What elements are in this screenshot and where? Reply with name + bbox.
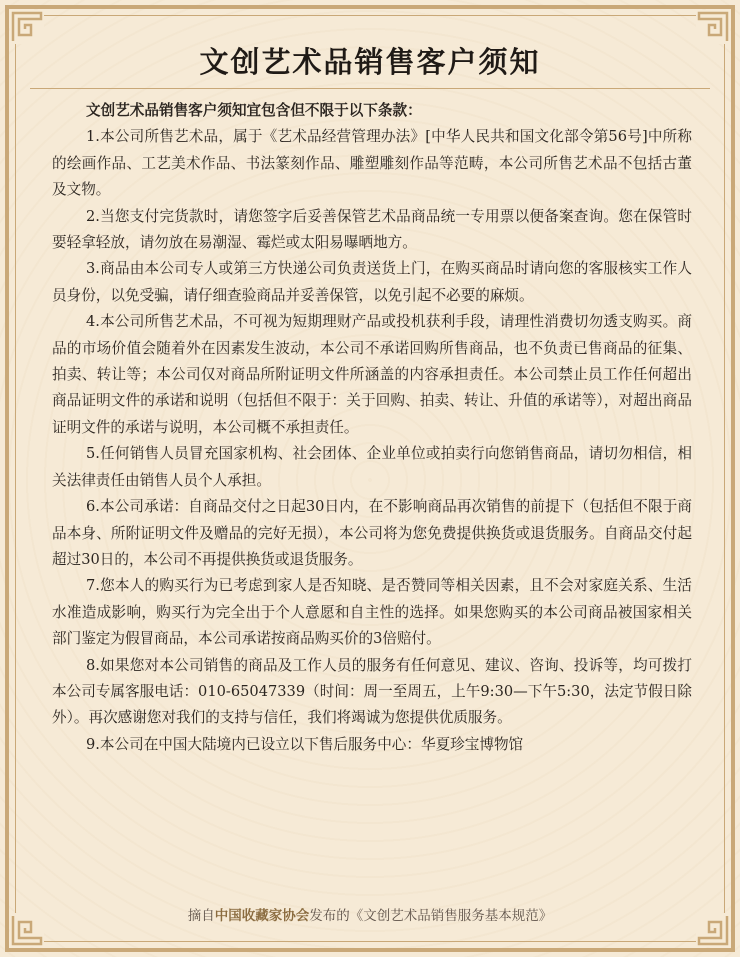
corner-ornament-icon bbox=[10, 10, 44, 44]
footer-doc: 《文创艺术品销售服务基本规范》 bbox=[349, 908, 553, 924]
clause-8: 8.如果您对本公司销售的商品及工作人员的服务有任何意见、建议、咨询、投诉等，均可拨打本公司专属客服电话：010-65047339（时间：周一至周五，上午9:30—下午5:30，法定节假日除外）。再次感谢您对我们的支持与信任，我们将竭诚为您提供优质服务。 bbox=[52, 656, 692, 727]
title-divider bbox=[30, 88, 710, 89]
footer-org: 中国收藏家协会 bbox=[214, 908, 310, 924]
clause-6: 6.本公司承诺：自商品交付之日起30日内，在不影响商品再次销售的前提下（包括但不限于商品本身、所附证明文件及赠品的完好无损），本公司将为您免费提供换货或退货服务。自商品交付起超过30日的，本公司不再提供换货或退货服务。 bbox=[52, 498, 692, 568]
clause-7: 7.您本人的购买行为已考虑到家人是否知晓、是否赞同等相关因素，且不会对家庭关系、生活水准造成影响，购买行为完全出于个人意愿和自主性的选择。如果您购买的本公司商品被国家相关部门鉴定为假冒商品，本公司承诺按商品购买价的3倍赔付。 bbox=[52, 577, 692, 648]
clause-5: 5.任何销售人员冒充国家机构、社会团体、企业单位或拍卖行向您销售商品，请切勿相信，相关法律责任由销售人员个人承担。 bbox=[52, 445, 692, 489]
footer-middle: 发布的 bbox=[309, 908, 350, 924]
clause-1: 1.本公司所售艺术品，属于《艺术品经营管理办法》[中华人民共和国文化部令第56号]中所称的绘画作品、工艺美术作品、书法篆刻作品、雕塑雕刻作品等范畴，本公司所售艺术品不包括古董及文物。 bbox=[52, 128, 692, 199]
clause-3: 3.商品由本公司专人或第三方快递公司负责送货上门，在购买商品时请向您的客服核实工作人员身份，以免受骗，请仔细查验商品并妥善保管，以免引起不必要的麻烦。 bbox=[52, 260, 692, 304]
clause-9: 9.本公司在中国大陆境内已设立以下售后服务中心：华夏珍宝博物馆 bbox=[86, 735, 524, 753]
clause-2: 2.当您支付完货款时，请您签字后妥善保管艺术品商品统一专用票以便备案查询。您在保管时要轻拿轻放，请勿放在易潮湿、霉烂或太阳易曝晒地方。 bbox=[52, 207, 692, 252]
page-title: 文创艺术品销售客户须知 bbox=[199, 45, 541, 79]
footer-prefix: 摘自 bbox=[187, 908, 215, 924]
corner-ornament-icon bbox=[696, 10, 730, 44]
intro-text: 文创艺术品销售客户须知宜包含但不限于以下条款： bbox=[86, 102, 422, 119]
notice-body bbox=[52, 98, 692, 758]
clause-4: 4.本公司所售艺术品，不可视为短期理财产品或投机获利手段，请理性消费切勿透支购买。商品的市场价值会随着外在因素发生波动，本公司不承诺回购所售商品，也不负责已售商品的征集、拍卖、转让等；本公司仅对商品所附证明文件所涵盖的内容承担责任。本公司禁止员工作任何超出商品证明文件的承诺和说明（包括但不限于：关于回购、拍卖、转让、升值的承诺等），对超出商品证明文件的承诺与说明，本公司概不承担责任。 bbox=[52, 313, 692, 436]
source-citation bbox=[0, 904, 740, 924]
